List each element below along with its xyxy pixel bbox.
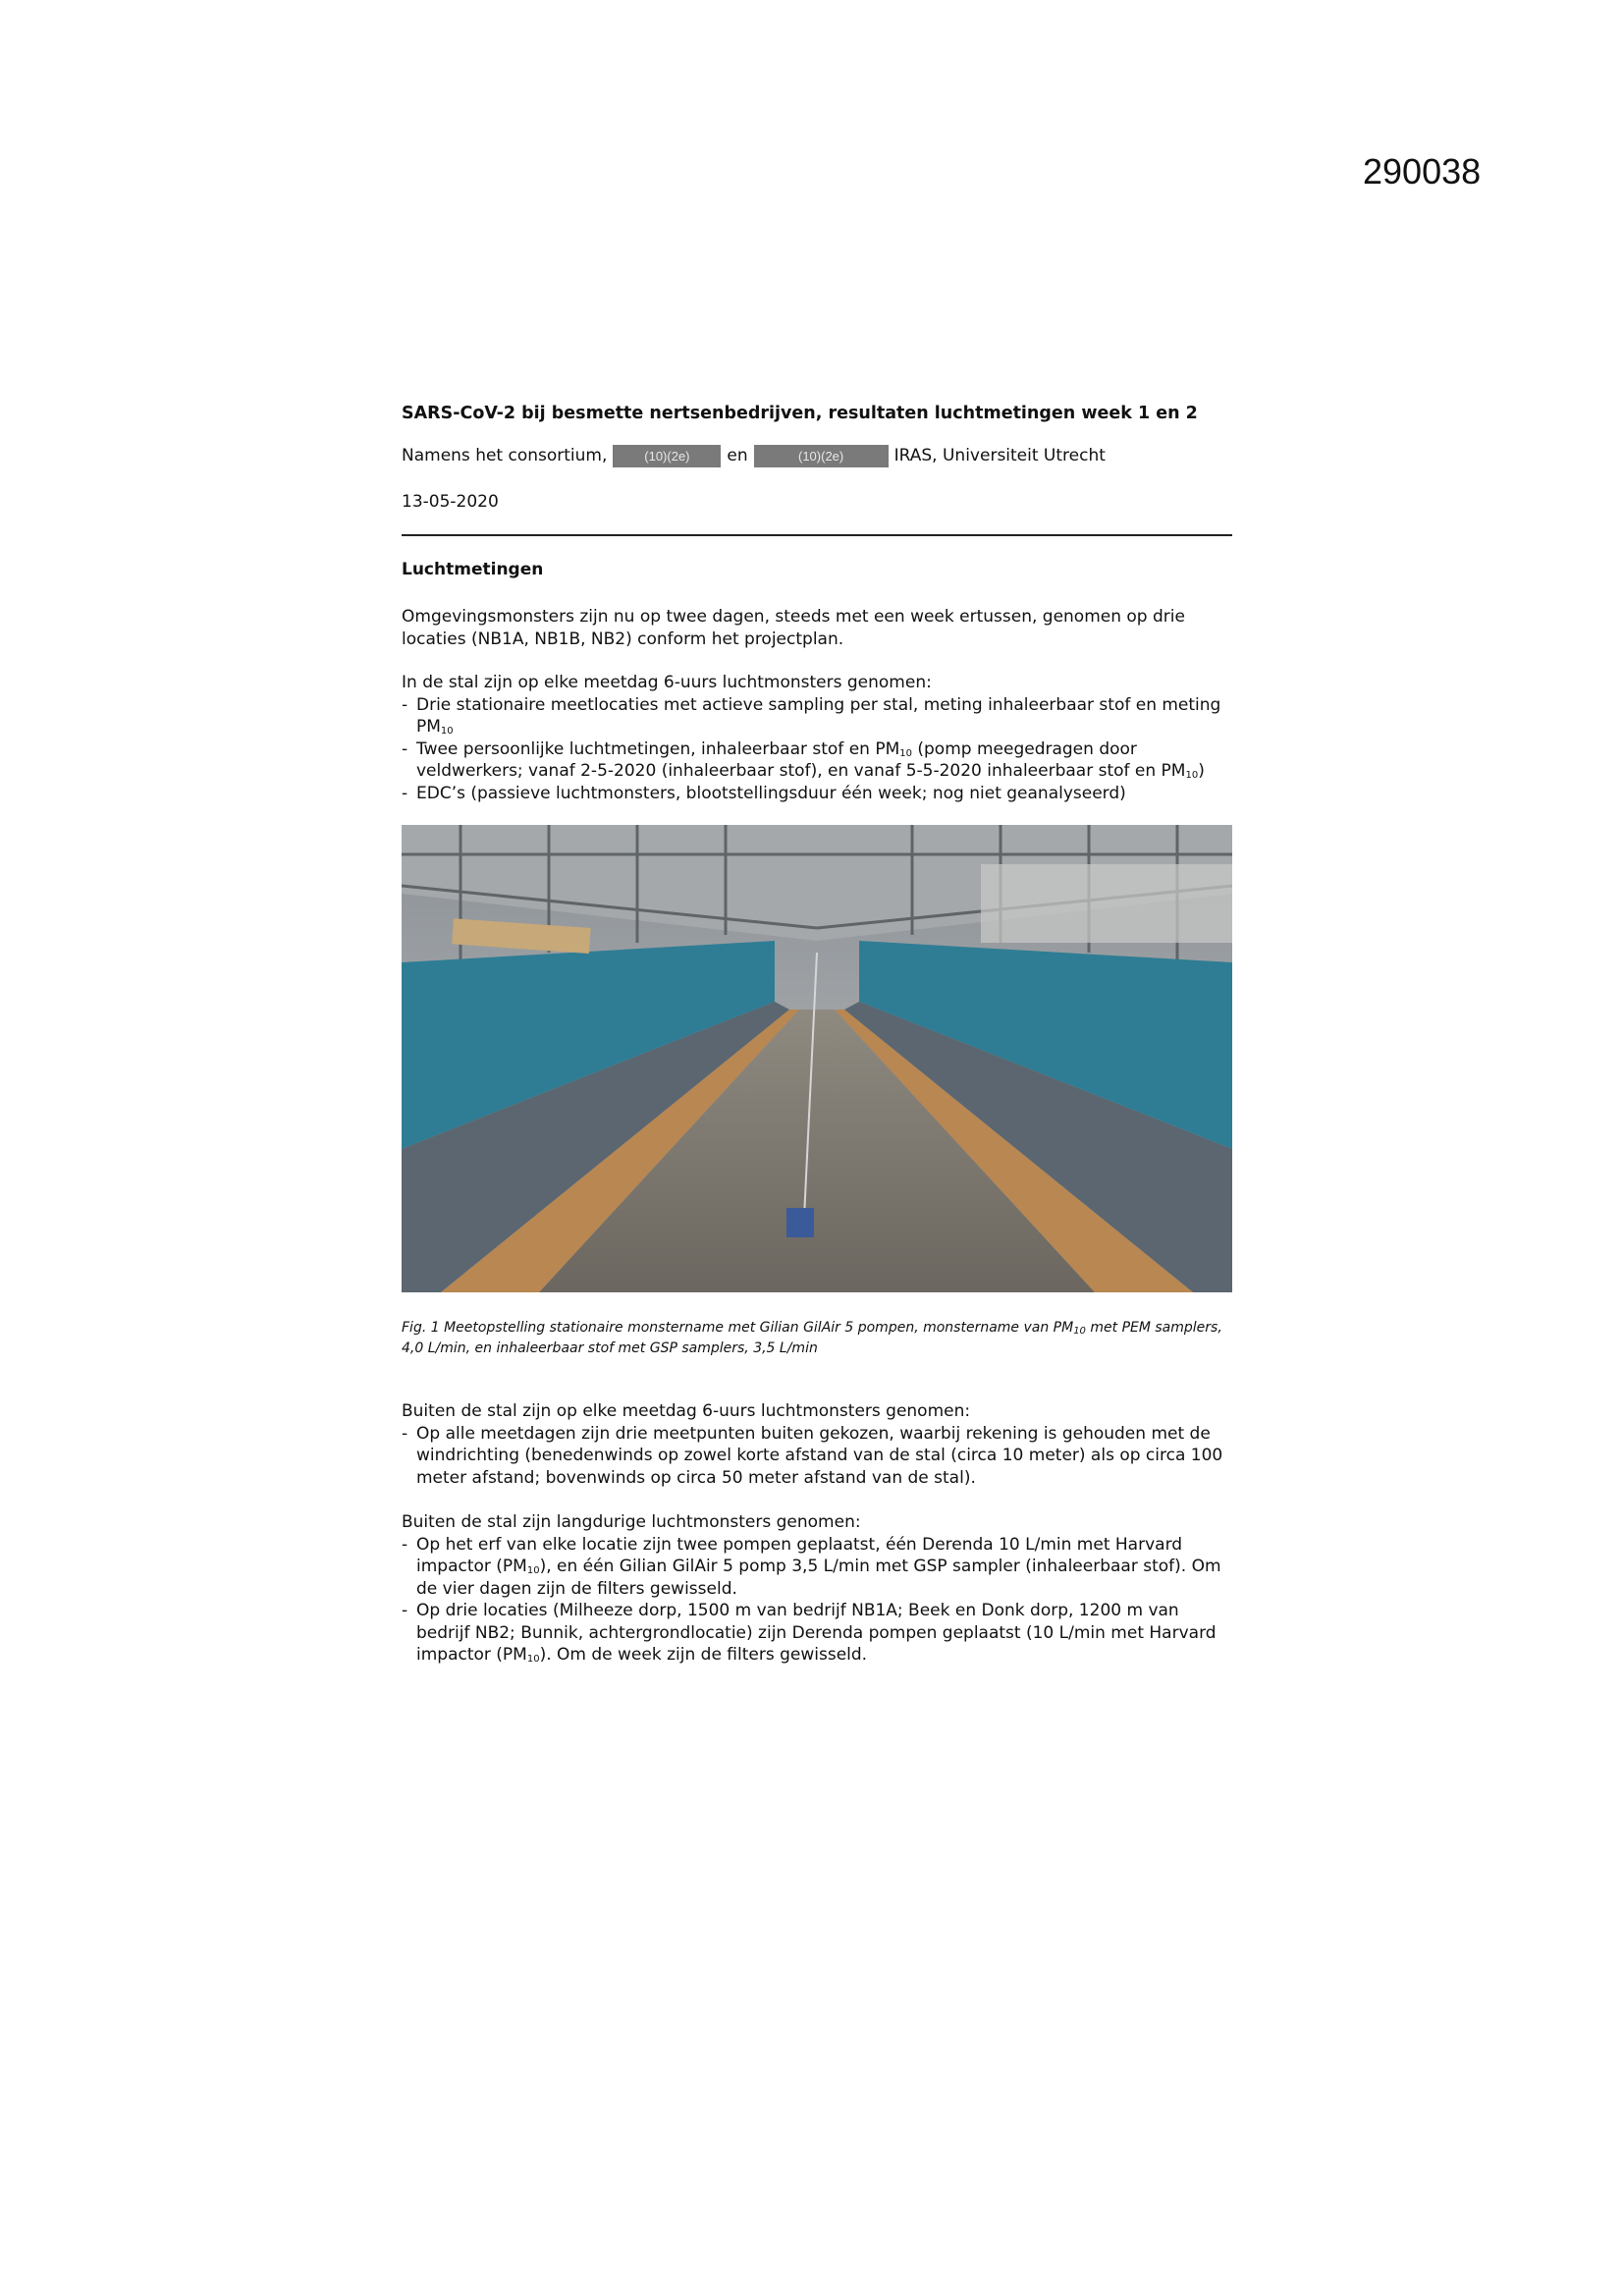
redaction-box: (10)(2e)	[613, 445, 721, 467]
document-date: 13-05-2020	[402, 492, 499, 512]
intro-paragraph: Omgevingsmonsters zijn nu op twee dagen, steeds met een week ertussen, genomen op drie locaties (NB1A, NB1B, NB2) conform het projectplan.	[402, 607, 1185, 649]
outside-sampling-block	[402, 1400, 1232, 1489]
list-item: - Op alle meetdagen zijn drie meetpunten buiten gekozen, waarbij rekening is gehouden met de windrichting (benedenwinds op zowel korte afstand van de stal (circa 10 meter) als op circa 100 meter afstand; bovenwinds op circa 50 meter afstand van de stal).	[402, 1423, 1232, 1490]
outside-lead: Buiten de stal zijn op elke meetdag 6-uurs luchtmonsters genomen:	[402, 1401, 971, 1421]
page-number: 290038	[1363, 151, 1482, 191]
byline-prefix: Namens het consortium,	[402, 446, 608, 466]
document-title: SARS-CoV-2 bij besmette nertsenbedrijven, resultaten luchtmetingen week 1 en 2	[402, 404, 1198, 423]
list-item: - Op drie locaties (Milheeze dorp, 1500 m van bedrijf NB1A; Beek en Donk dorp, 1200 m van bedrijf NB2; Bunnik, achtergrondlocatie) zijn Derenda pompen geplaatst (10 L/min met Harvard impactor $(PM_{10})$. Om de week zijn de filters gewisseld.	[402, 1600, 1232, 1667]
figure-caption: Fig. 1 Meetopstelling stationaire monstername met Gilian GilAir 5 pompen, monstername van $PM_{10}$ met PEM samplers, 4,0 L/min, en inhaleerbaar stof met GSP samplers, 3,5 L/min	[402, 1320, 1222, 1356]
inside-lead: In de stal zijn op elke meetdag 6-uurs luchtmonsters genomen:	[402, 673, 932, 692]
divider	[402, 534, 1232, 536]
barn-photo	[402, 825, 1232, 1292]
byline-and: en	[727, 446, 748, 466]
list-item: - EDC’s (passieve luchtmonsters, blootstellingsduur één week; nog niet geanalyseerd)	[402, 783, 1232, 805]
byline	[402, 445, 1106, 467]
longterm-lead: Buiten de stal zijn langdurige luchtmonsters genomen:	[402, 1512, 861, 1532]
list-item: - Twee persoonlijke luchtmetingen, inhaleerbaar stof en $PM_{10}$ (pomp meegedragen door veldwerkers; vanaf 2-5-2020 (inhaleerbaar stof), en vanaf 5-5-2020 inhaleerbaar stof en $PM_{10}$)	[402, 738, 1232, 783]
longterm-sampling-block	[402, 1511, 1232, 1667]
byline-suffix: IRAS, Universiteit Utrecht	[893, 446, 1106, 466]
list-item: - Drie stationaire meetlocaties met actieve sampling per stal, meting inhaleerbaar stof en meting $PM_{10}$	[402, 694, 1232, 738]
inside-sampling-block	[402, 672, 1232, 804]
section-heading: Luchtmetingen	[402, 560, 544, 579]
redaction-box: (10)(2e)	[754, 445, 889, 467]
list-item: - Op het erf van elke locatie zijn twee pompen geplaatst, één Derenda 10 L/min met Harvard impactor $(PM_{10})$, en één Gilian GilAir 5 pomp 3,5 L/min met GSP sampler (inhaleerbaar stof). Om de vier dagen zijn de filters gewisseld.	[402, 1534, 1232, 1601]
